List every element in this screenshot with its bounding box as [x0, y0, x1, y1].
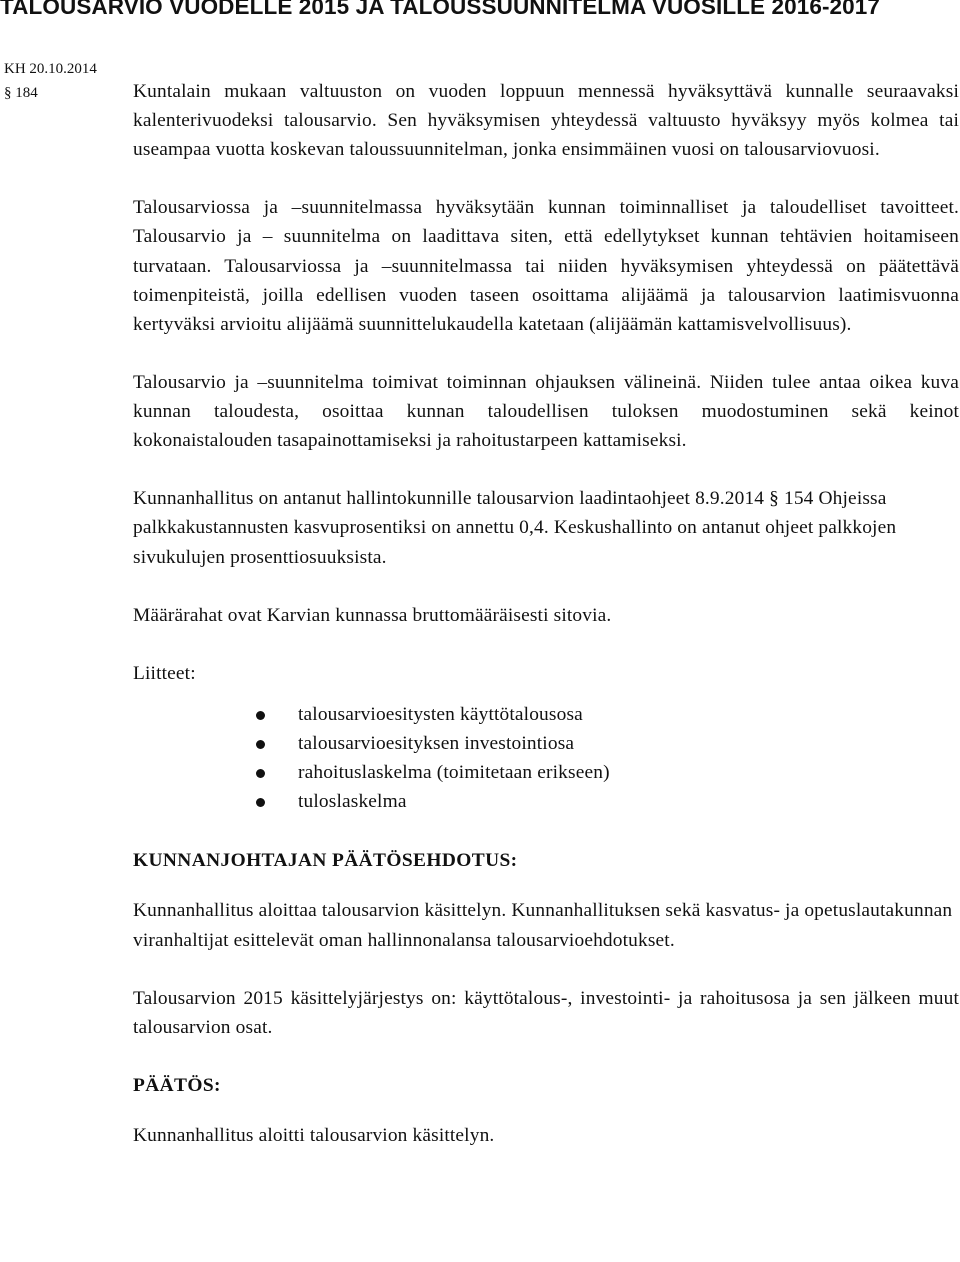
attachments-list: [133, 700, 959, 816]
proposal-heading: KUNNANJOHTAJAN PÄÄTÖSEHDOTUS:: [133, 850, 518, 872]
paragraph-budget-guidance: Talousarvio ja –suunnitelma toimivat toiminnan ohjauksen välineinä. Niiden tulee antaa oikea kuva kunnan taloudesta, osoittaa kunnan taloudellisen tuloksen muodostuminen sekä keinot kokonaistalouden tasapainottamiseksi ja rahoitustarpeen kattamiseksi.: [133, 371, 959, 452]
attachment-label: talousarvioesitysten käyttötalousosa: [298, 703, 583, 725]
decision-heading: PÄÄTÖS:: [133, 1075, 221, 1096]
attachment-label: tuloslaskelma: [298, 791, 407, 813]
attachment-item: [298, 729, 959, 758]
attachment-item: [298, 787, 959, 816]
section-number: § 184: [4, 85, 38, 101]
paragraph-budget-law: Kuntalain mukaan valtuuston on vuoden loppuun mennessä hyväksyttävä kunnalle seuraavaksi kalenterivuodeksi talousarvio. Sen hyväksymisen yhteydessä valtuusto hyväksyy myös kolmea tai useampaa vuotta koskevan taloussuunnitelman, jonka ensimmäinen vuosi on talousarviovuosi.: [133, 81, 959, 161]
attachment-item: [298, 700, 959, 729]
document-body: [133, 77, 959, 1150]
paragraph-budget-goals: Talousarviossa ja –suunnitelmassa hyväksytään kunnan toiminnalliset ja taloudelliset tavoitteet. Talousarvio ja – suunnitelma on laadittava siten, että edellytykset kunnan tehtävien hoitamiseen turvataan. Talousarviossa ja –suunnitelmassa tai niiden hyväksymisen yhteydessä on päätettävä toimenpiteistä, joilla edellisen vuoden taseen osoittama alijäämä ja talousarvion laatimisvuonna kertyväksi arvioitu alijäämä suunnittelukaudella katetaan (alijäämän kattamisvelvollisuus).: [133, 197, 959, 335]
proposal-paragraph: Talousarvion 2015 käsittelyjärjestys on: käyttötalous-, investointi- ja rahoitusosa ja sen jälkeen muut talousarvion osat.: [133, 987, 959, 1038]
attachment-label: rahoituslaskelma (toimitetaan erikseen): [298, 762, 610, 784]
proposal-paragraph: Kunnanhallitus aloittaa talousarvion käsittelyn. Kunnanhallituksen sekä kasvatus- ja opetuslautakunnan viranhaltijat esittelevät oman hallinnonalansa talousarvioehdotukset.: [133, 900, 953, 951]
bullet-icon: [256, 740, 265, 749]
paragraph-appropriations: Määrärahat ovat Karvian kunnassa bruttomääräisesti sitovia.: [133, 604, 612, 626]
meeting-reference: KH 20.10.2014: [4, 61, 97, 77]
attachment-item: [298, 758, 959, 787]
bullet-icon: [256, 711, 265, 720]
attachment-label: talousarvioesityksen investointiosa: [298, 733, 575, 755]
document-title: TALOUSARVIO VUODELLE 2015 JA TALOUSSUUNNITELMA VUOSILLE 2016-2017: [0, 0, 881, 19]
bullet-icon: [256, 798, 265, 807]
attachments-label: Liitteet:: [133, 662, 196, 684]
paragraph-instructions: Kunnanhallitus on antanut hallintokunnille talousarvion laadintaohjeet 8.9.2014 § 154 Ohjeissa palkkakustannusten kasvuprosentiksi on annettu 0,4. Keskushallinto on antanut ohjeet palkkojen sivukulujen prosenttiosuuksista.: [133, 488, 897, 568]
bullet-icon: [256, 769, 265, 778]
decision-text: Kunnanhallitus aloitti talousarvion käsittelyn.: [133, 1125, 495, 1147]
